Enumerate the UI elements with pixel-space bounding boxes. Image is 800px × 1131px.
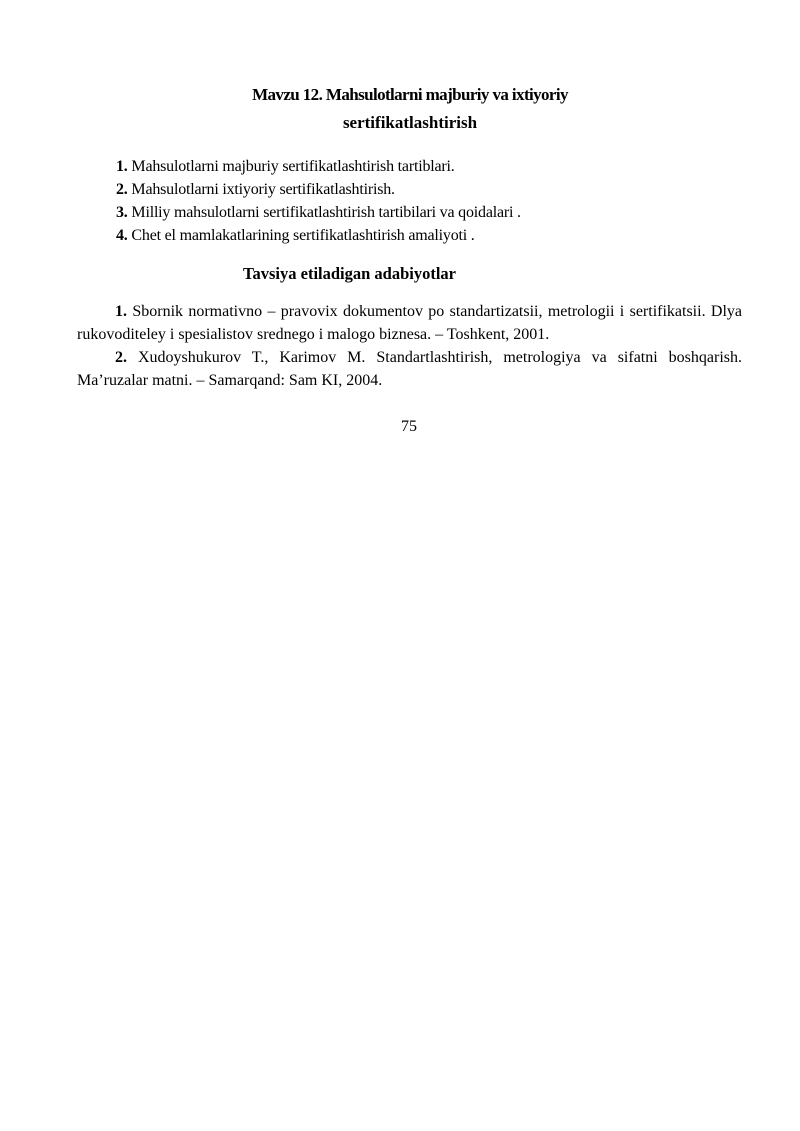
page-number: 75 — [401, 418, 417, 435]
literature-list — [77, 300, 742, 392]
plan-item-number: 3. — [116, 204, 128, 221]
plan-item-text: Milliy mahsulotlarni sertifikatlashtirish tartibilari va qoidalari . — [131, 204, 521, 221]
literature-heading: Tavsiya etiladigan adabiyotlar — [243, 264, 457, 283]
topic-plan-list — [116, 155, 736, 247]
literature-item-text: Sbornik normativno – pravovix dokumentov po standartizatsii, metrologii i sertifikatsii. Dlya rukovoditeley i spesialistov srednego i malogo biznesa. – Toshkent, 2001. — [77, 303, 743, 343]
plan-item-text: Mahsulotlarni ixtiyoriy sertifikatlashtirish. — [131, 181, 395, 198]
plan-item-number: 2. — [116, 181, 128, 198]
literature-item — [77, 346, 742, 392]
plan-item-text: Mahsulotlarni majburiy sertifikatlashtirish tartiblari. — [131, 158, 455, 175]
literature-item-text: Xudoyshukurov T., Karimov M. Standartlashtirish, metrologiya va sifatni boshqarish. Ma’ruzalar matni. – Samarqand: Sam KI, 2004. — [77, 349, 743, 389]
plan-item — [116, 201, 736, 224]
plan-item-text: Chet el mamlakatlarining sertifikatlashtirish amaliyoti . — [131, 227, 475, 244]
plan-item-number: 1. — [116, 158, 128, 175]
plan-item-number: 4. — [116, 227, 128, 244]
literature-item-number: 1. — [115, 303, 127, 320]
literature-item — [77, 300, 742, 346]
topic-title: Mavzu 12. Mahsulotlarni majburiy va ixtiyoriy — [252, 85, 568, 104]
plan-item — [116, 178, 736, 201]
plan-item — [116, 224, 736, 247]
plan-item — [116, 155, 736, 178]
literature-item-number: 2. — [115, 349, 127, 366]
topic-title-continuation: sertifikatlashtirish — [342, 113, 478, 132]
